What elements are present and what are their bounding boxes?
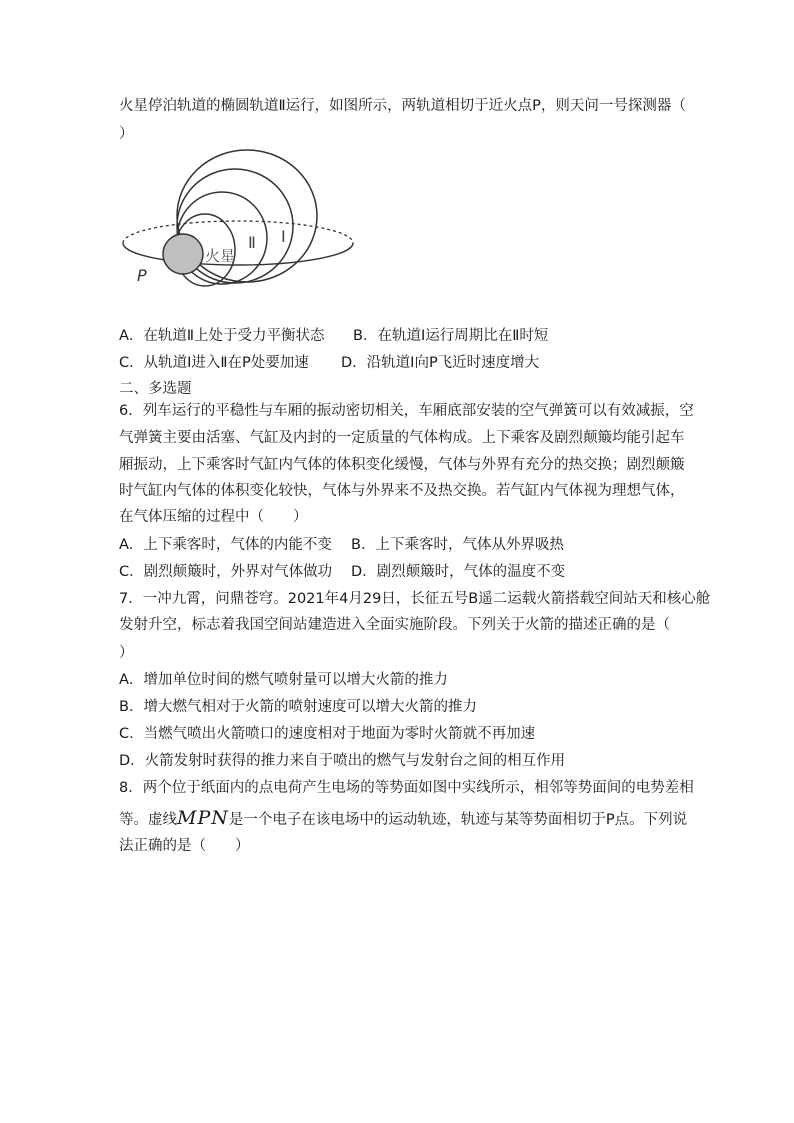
q7-line-2: 发射升空，标志着我国空间站建造进入全面实施阶段。下列关于火箭的描述正确的是（ (119, 617, 670, 633)
q6-options-row-2 (119, 562, 566, 582)
mars-label: 火星 (205, 247, 236, 265)
q8-line-2-pre: 等。虚线 (119, 812, 177, 828)
q5-stem-line-1: 火星停泊轨道的椭圆轨道Ⅱ运行，如图所示，两轨道相切于近火点P，则天问一号探测器（ (119, 98, 686, 114)
q6-line-5: 在气体压缩的过程中（ ） (119, 509, 308, 525)
plane-ellipse-front (123, 243, 353, 265)
q8-line-2-post: 是一个电子在该电场中的运动轨迹，轨迹与某等势面相切于P点。下列说 (228, 812, 688, 828)
q8-line-2 (119, 808, 687, 830)
q6-options-row-1 (119, 535, 564, 555)
q5-option-c: C．从轨道Ⅰ进入Ⅱ在P处要加速 (119, 355, 309, 371)
orbit-2-label: Ⅱ (248, 233, 256, 252)
q6-line-2: 气弹簧主要由活塞、气缸及内封的一定质量的气体构成。上下乘客及剧烈颠簸均能引起车 (119, 430, 685, 446)
q6-option-b: B．上下乘客时，气体从外界吸热 (351, 537, 564, 553)
q5-stem-line-2: ） (119, 126, 134, 142)
q6-option-c: C．剧烈颠簸时，外界对气体做功 (119, 564, 333, 580)
q5-option-a: A．在轨道Ⅱ上处于受力平衡状态 (119, 328, 325, 344)
q8-trajectory-symbol: MPN (177, 807, 229, 829)
q7-option-a: A．增加单位时间的燃气喷射量可以增大火箭的推力 (119, 672, 448, 688)
q7-option-c: C．当燃气喷出火箭喷口的速度相对于地面为零时火箭就不再加速 (119, 726, 536, 742)
mars-planet (163, 234, 203, 274)
q6-line-4: 时气缸内气体的体积变化较快，气体与外界来不及热交换。若气缸内气体视为理想气体， (119, 483, 685, 499)
q5-options-row-2 (119, 353, 540, 373)
q7-option-b: B．增大燃气相对于火箭的喷射速度可以增大火箭的推力 (119, 699, 477, 715)
q5-options-row-1 (119, 326, 549, 346)
section-title: 二、多选题 (119, 381, 192, 397)
plane-ellipse-back (123, 221, 353, 243)
q5-orbit-figure (115, 148, 355, 298)
q6-line-1: 6．列车运行的平稳性与车厢的振动密切相关，车厢底部安装的空气弹簧可以有效减振，空 (119, 403, 694, 419)
q7-line-3: ） (119, 645, 134, 661)
q6-option-a: A．上下乘客时，气体的内能不变 (119, 537, 332, 553)
q7-line-1: 7．一冲九霄，问鼎苍穹。2021年4月29日，长征五号B遥二运载火箭搭载空间站天和核心舱 (119, 591, 711, 607)
q8-line-3: 法正确的是（ ） (119, 838, 250, 854)
q6-option-d: D．剧烈颠簸时，气体的温度不变 (351, 564, 566, 580)
orbit-1-label: Ⅰ (281, 227, 286, 246)
q8-line-1: 8．两个位于纸面内的点电荷产生电场的等势面如图中实线所示，相邻等势面间的电势差相 (119, 780, 694, 796)
q6-line-3: 厢振动，上下乘客时气缸内气体的体积变化缓慢，气体与外界有充分的热交换；剧烈颠簸 (119, 457, 685, 473)
q5-option-d: D．沿轨道Ⅰ向P飞近时速度增大 (341, 355, 540, 371)
q7-option-d: D．火箭发射时获得的推力来自于喷出的燃气与发射台之间的相互作用 (119, 753, 566, 769)
q5-option-b: B．在轨道Ⅰ运行周期比在Ⅱ时短 (353, 328, 549, 344)
point-p-label: P (137, 266, 147, 285)
